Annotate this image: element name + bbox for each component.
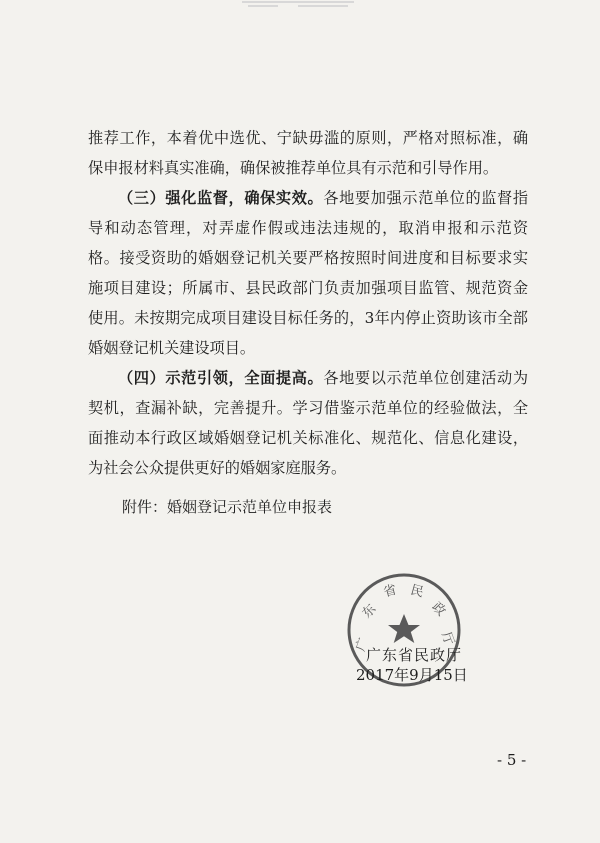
svg-text:厅: 厅	[438, 630, 457, 648]
paragraph-section-3	[88, 183, 528, 363]
svg-text:政: 政	[428, 599, 449, 620]
section-heading: （三）强化监督，确保实效。	[118, 189, 324, 207]
svg-text:东: 东	[359, 601, 380, 622]
signer-name: 广东省民政厅	[366, 646, 463, 664]
attachment-line: 附件：婚姻登记示范单位申报表	[122, 498, 333, 516]
paragraph-continuation	[88, 123, 528, 183]
svg-text:广: 广	[353, 636, 372, 654]
issue-date: 2017年9月15日	[356, 666, 468, 684]
paragraph-text: 各地要加强示范单位的监督指导和动态管理，对弄虚作假或违法违规的，取消申报和示范资格。接受资助的婚姻登记机关要严格按照时间进度和目标要求实施项目建设；所属市、县民政部门负责加强项目监管、规范资金使用。未按期完成项目建设目标任务的，3年内停止资助该市全部婚姻登记机关建设项目。	[88, 189, 529, 357]
svg-text:民: 民	[408, 582, 426, 601]
scan-artifact	[238, 0, 358, 14]
paragraph-text: 各地要以示范单位创建活动为契机，查漏补缺，完善提升。学习借鉴示范单位的经验做法，全面推动本行政区域婚姻登记机关标准化、规范化、信息化建设，为社会公众提供更好的婚姻家庭服务。	[88, 369, 529, 477]
section-heading: （四）示范引领，全面提高。	[118, 369, 324, 387]
paragraph-text: 推荐工作，本着优中选优、宁缺毋滥的原则，严格对照标准，确保申报材料真实准确，确保被推荐单位具有示范和引导作用。	[88, 129, 528, 177]
seal-star-icon	[388, 614, 420, 643]
paragraph-section-4	[88, 363, 528, 483]
page-number: - 5 -	[497, 751, 527, 769]
svg-text:省: 省	[381, 582, 399, 601]
